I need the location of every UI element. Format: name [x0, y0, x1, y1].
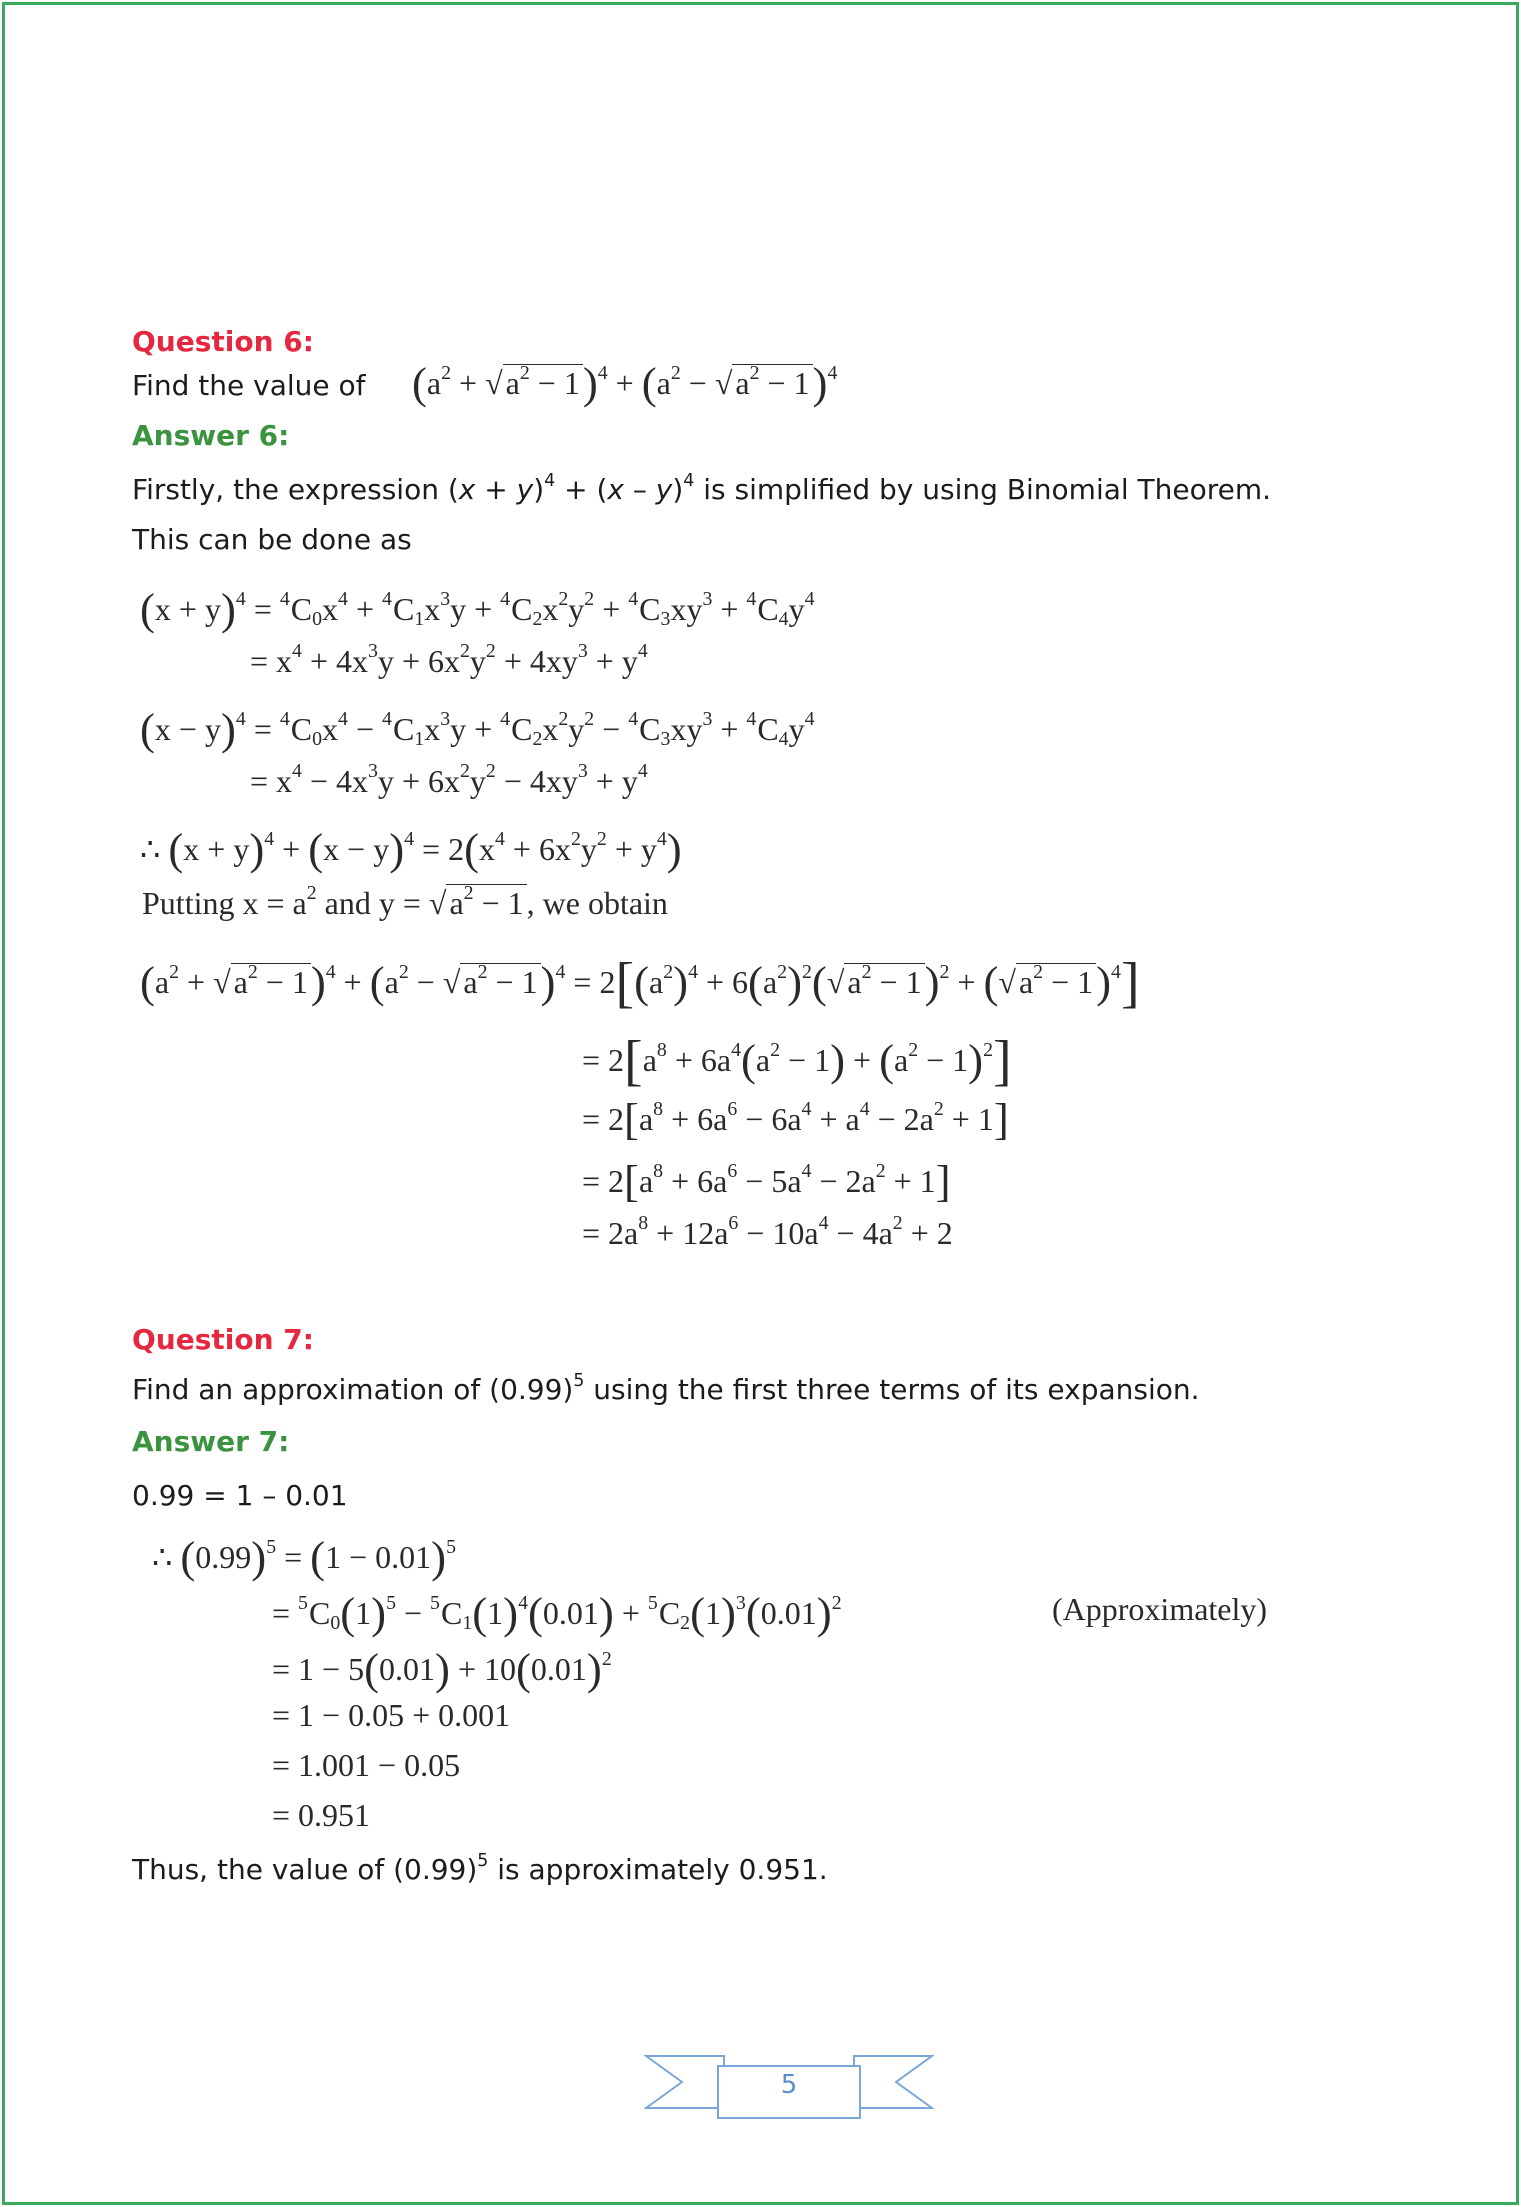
substitution-line: Putting $x = a^2$ and $y = √a^2 - 1$, we obtain [142, 882, 668, 921]
approx-step-5: = 1.001 − 0.05 [272, 1747, 461, 1783]
answer-6-intro-line-1: Firstly, the expression $(x + y)^4 + (x - y)^4$ is simplified by using Binomial Theorem. [132, 470, 1272, 506]
approx-step-1: ∴ $(0.99)^5 = (1 - 0.01)^5$ [152, 1532, 456, 1582]
sum-of-expansions: ∴ $(x + y)^4 + (x - y)^4 = 2(x^4 + 6x^2y^2 + y^4)$ [140, 824, 682, 874]
page-footer [644, 2048, 934, 2124]
question-6-prompt: Find the value of [132, 369, 366, 402]
answer-7-line-1: 0.99 = 1 – 0.01 [132, 1479, 348, 1512]
approx-step-4: = 1 − 0.05 + 0.001 [272, 1697, 511, 1733]
substituted-expansion-line-3: = $2[a^8 + 6a^6 - 6a^4 + a^4 - 2a^2 + 1]$ [582, 1094, 1009, 1144]
question-6-expression: $(a^2 + √a^2 - 1)^4 + (a^2 - √a^2 - 1)^4$ [412, 358, 838, 408]
answer-6-heading: Answer 6: [132, 419, 290, 452]
expansion-x-plus-y-simplified: = $x^4 + 4x^3y + 6x^2y^2 + 4xy^3 + y^4$ [250, 640, 648, 679]
substituted-expansion-line-4: = $2[a^8 + 6a^6 - 5a^4 - 2a^2 + 1]$ [582, 1156, 951, 1206]
expansion-x-minus-y-simplified: = $x^4 - 4x^3y + 6x^2y^2 - 4xy^3 + y^4$ [250, 760, 648, 799]
approximately-note: (Approximately) [1052, 1591, 1268, 1627]
approx-step-3: = $1 - 5(0.01) + 10(0.01)^2$ [272, 1644, 612, 1694]
substituted-expansion-result: = $2a^8 + 12a^6 - 10a^4 - 4a^2 + 2$ [582, 1212, 953, 1251]
expansion-x-plus-y: $(x + y)^4 = ^4C_0x^4 + ^4C_1x^3y + ^4C_2x^2y^2 + ^4C_3xy^3 + ^4C_4y^4$ [140, 584, 815, 634]
answer-6-intro-line-2: This can be done as [132, 523, 412, 556]
substituted-expansion-line-1: $(a^2 + √a^2 - 1)^4 + (a^2 - √a^2 - 1)^4 = 2[(a^2)^4 + 6(a^2)^2(√a^2 - 1)^2 + (√a^2 - 1)^4]$ [140, 952, 1140, 1014]
question-7-heading: Question 7: [132, 1323, 314, 1356]
answer-7-conclusion: Thus, the value of $(0.99)^5$ is approximately 0.951. [132, 1850, 828, 1886]
substituted-expansion-line-2: = $2[a^8 + 6a^4(a^2 - 1) + (a^2 - 1)^2]$ [582, 1030, 1012, 1092]
question-7-prompt: Find an approximation of $(0.99)^5$ using the first three terms of its expansion. [132, 1370, 1200, 1406]
page-number: 5 [780, 2070, 798, 2100]
approx-step-6: = 0.951 [272, 1797, 371, 1833]
approx-step-2: = $^5C_0(1)^5 - ^5C_1(1)^4(0.01) + ^5C_2(1)^3(0.01)^2$ [272, 1588, 842, 1638]
expansion-x-minus-y: $(x - y)^4 = ^4C_0x^4 - ^4C_1x^3y + ^4C_2x^2y^2 - ^4C_3xy^3 + ^4C_4y^4$ [140, 704, 815, 754]
question-6-heading: Question 6: [132, 325, 314, 358]
answer-7-heading: Answer 7: [132, 1425, 290, 1458]
